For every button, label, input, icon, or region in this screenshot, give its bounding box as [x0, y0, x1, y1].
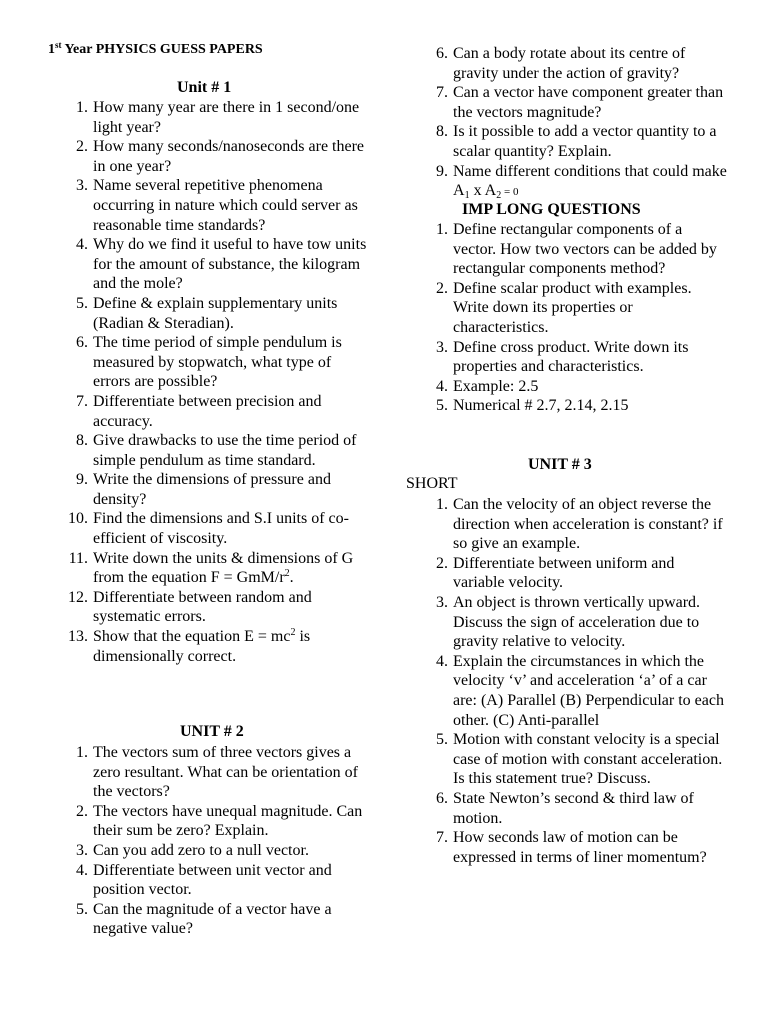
list-item: 12. Differentiate between random and systematic errors. [68, 588, 312, 626]
unit-2-list [48, 743, 368, 939]
list-item: 4. Explain the circumstances in which the velocity ‘v’ and acceleration ‘a’ of a car are: (A) Parallel (B) Perpendicular to each other. (C) Anti-parallel [436, 652, 724, 729]
list-item: 11. Write down the units & dimensions of G from the equation F = GmM/$r^2$. [68, 549, 354, 587]
unit-3-heading: UNIT # 3 [528, 456, 592, 473]
list-item: 3. Define cross product. Write down its properties and characteristics. [436, 338, 689, 376]
unit-1-heading: Unit # 1 [177, 79, 232, 96]
short-label: SHORT [406, 475, 458, 492]
list-item: 3. An object is thrown vertically upward. Discuss the sign of acceleration due to gravity relative to velocity. [436, 593, 701, 651]
list-item: 2. How many seconds/nanoseconds are there in one year? [76, 138, 365, 175]
unit-3-list [408, 495, 728, 867]
list-item: 7. Differentiate between precision and accuracy. [76, 392, 322, 430]
list-item: 8. Is it possible to add a vector quantity to a scalar quantity? Explain. [436, 123, 717, 160]
list-item: 5. Motion with constant velocity is a special case of motion with constant acceleration. Is this statement true? Discuss. [436, 731, 723, 788]
list-item: 4. Why do we find it useful to have tow units for the amount of substance, the kilogram and the mole? [76, 236, 367, 293]
list-item: 1. Define rectangular components of a vector. How two vectors can be added by rectangular components method? [436, 221, 717, 278]
list-item: 5. Define & explain supplementary units (Radian & Steradian). [76, 294, 338, 332]
list-item: 9. Write the dimensions of pressure and density? [76, 471, 331, 508]
list-item: 4. Differentiate between unit vector and position vector. [76, 861, 332, 899]
list-item: 6. State Newton’s second & third law of motion. [436, 789, 694, 827]
list-item: 8. Give drawbacks to use the time period of simple pendulum as time standard. [76, 432, 357, 469]
list-item: 6. Can a body rotate about its centre of gravity under the action of gravity? [436, 45, 686, 82]
list-item: 6. The time period of simple pendulum is measured by stopwatch, what type of errors are possible? [76, 334, 342, 391]
list-item: 2. Define scalar product with examples. Write down its properties or characteristics. [436, 279, 692, 336]
list-item: 3. Can you add zero to a null vector. [76, 841, 309, 859]
list-item: 1. How many year are there in 1 second/one light year? [76, 99, 360, 136]
list-item: 9. Name different conditions that could make $A_1$ x $A_2 = 0$ [436, 162, 727, 202]
list-item: 10. Find the dimensions and S.I units of co-efficient of viscosity. [68, 510, 349, 548]
list-item: 7. Can a vector have component greater than the vectors magnitude? [436, 84, 724, 121]
document-title: 1st Year PHYSICS GUESS PAPERS [48, 40, 263, 57]
list-item: 2. The vectors have unequal magnitude. Can their sum be zero? Explain. [76, 802, 363, 840]
list-item: 13. Show that the equation $E = mc^2$ is dimensionally correct. [68, 627, 311, 665]
list-item: 1. The vectors sum of three vectors gives a zero resultant. What can be orientation of the vectors? [76, 744, 358, 801]
list-item: 1. Can the velocity of an object reverse the direction when acceleration is constant? if so give an example. [436, 496, 723, 553]
unit-1-list [48, 98, 368, 666]
list-item: 4. Example: 2.5 [436, 377, 539, 395]
imp-long-questions-list [408, 220, 728, 416]
list-item: 7. How seconds law of motion can be expressed in terms of liner momentum? [436, 829, 707, 866]
imp-long-questions-heading: IMP LONG QUESTIONS [462, 201, 641, 218]
unit-2-list-continued [408, 44, 728, 203]
list-item: 5. Numerical # 2.7, 2.14, 2.15 [436, 397, 629, 415]
list-item: 2. Differentiate between uniform and variable velocity. [436, 554, 675, 592]
unit-2-heading: UNIT # 2 [180, 723, 244, 740]
list-item: 5. Can the magnitude of a vector have a negative value? [76, 900, 332, 938]
list-item: 3. Name several repetitive phenomena occurring in nature which could server as reasonable time standards? [76, 177, 358, 234]
